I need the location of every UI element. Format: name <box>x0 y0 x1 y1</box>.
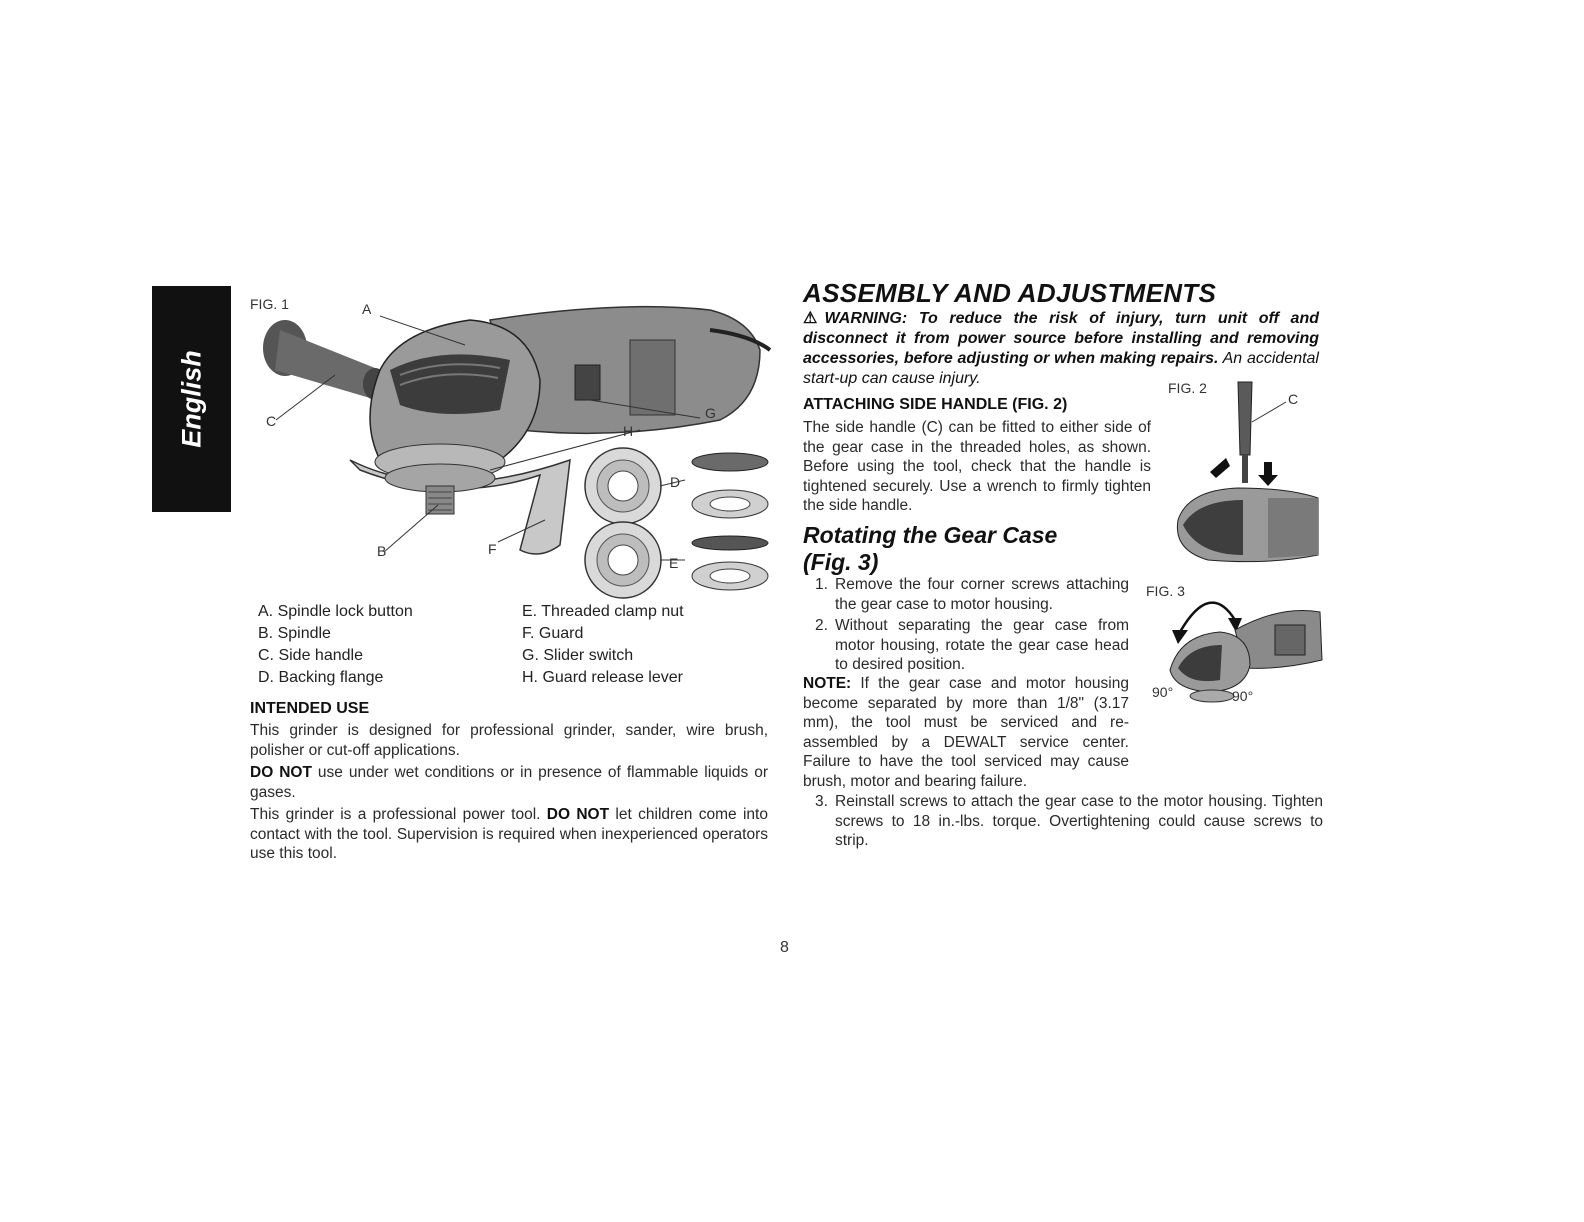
note-bold: NOTE: <box>803 675 852 692</box>
fig2-illustration <box>1168 380 1323 570</box>
parts-list-left <box>258 601 508 689</box>
arrow-shape <box>1172 630 1188 644</box>
intended-use-p2-text: use under wet conditions or in presence of flammable liquids or gases. <box>250 764 768 801</box>
fig1-callout-b: B <box>377 543 387 559</box>
do-not-bold: DO NOT <box>546 806 610 823</box>
part-item: A. Spindle lock button <box>258 603 413 620</box>
note-text: If the gear case and motor housing become separated by more than 1/8" (3.17 mm), the tool must be serviced and re-assembled by a DEWALT service center. Failure to have the tool serviced may cause brush, motor and bearing failure. <box>803 675 1129 790</box>
part-item: H. Guard release lever <box>522 669 683 686</box>
rotating-heading-line2: (Fig. 3) <box>803 549 879 575</box>
language-tab <box>152 286 231 512</box>
step-item <box>803 575 1129 614</box>
side-handle-heading: ATTACHING SIDE HANDLE (FIG. 2) <box>803 396 1068 413</box>
fig3-angle-right: 90° <box>1232 688 1254 704</box>
part-item: E. Threaded clamp nut <box>522 603 684 620</box>
intended-use-p3-b: let children come into contact with the tool. Supervision is required when inexperienced operators use this tool. <box>250 806 768 862</box>
part-item: B. Spindle <box>258 625 331 642</box>
step-text: Reinstall screws to attach the gear case to the motor housing. Tighten screws to 18 in.-lbs. torque. Overtightening could cause screws to strip. <box>835 793 1323 849</box>
intended-use-body <box>250 721 768 864</box>
fig1-callout-g: G <box>705 405 716 421</box>
warning-block <box>803 309 1319 389</box>
fig1-callout-e: E <box>669 555 679 571</box>
arrow-shape <box>1258 462 1278 486</box>
arrow-shape <box>1210 458 1230 478</box>
step-text: Without separating the gear case from motor housing, rotate the gear case head to desired position. <box>835 617 1129 673</box>
assembly-heading: ASSEMBLY AND ADJUSTMENTS <box>803 278 1217 308</box>
parts-list-right <box>522 601 772 689</box>
note-block <box>803 674 1129 791</box>
rotating-steps-1-2 <box>803 575 1129 675</box>
fig1-callout-f: F <box>488 541 497 557</box>
step-number: 3. <box>815 793 828 810</box>
fig1-label: FIG. 1 <box>250 296 289 312</box>
fig2-label: FIG. 2 <box>1168 380 1207 396</box>
intended-use-p3 <box>250 805 768 864</box>
intended-use-p1: This grinder is designed for professional grinder, sander, wire brush, polisher or cut-off applications. <box>250 722 768 759</box>
warning-triangle-icon: ⚠ <box>803 310 825 327</box>
fig1-callout-h: H <box>623 423 634 439</box>
fig1-callout-c: C <box>266 413 277 429</box>
step-number: 1. <box>815 576 828 593</box>
intended-use-heading: INTENDED USE <box>250 700 370 717</box>
rotating-heading-line1: Rotating the Gear Case <box>803 522 1058 548</box>
step-item <box>803 792 1323 851</box>
fig3-label: FIG. 3 <box>1146 583 1185 599</box>
part-item: F. Guard <box>522 625 584 642</box>
do-not-bold: DO NOT <box>250 764 312 781</box>
warning-bold-text: WARNING: To reduce the risk of injury, turn unit off and disconnect it from power source before installing and removing accessories, before adjusting or when making repairs. <box>803 310 1320 367</box>
fig1-callout-a: A <box>362 301 372 317</box>
warning-rest-text: An accidental start-up can cause injury. <box>803 350 1319 387</box>
step-number: 2. <box>815 617 828 634</box>
part-item: D. Backing flange <box>258 669 384 686</box>
part-item: C. Side handle <box>258 647 363 664</box>
step-text: Remove the four corner screws attaching the gear case to motor housing. <box>835 576 1129 613</box>
fig2-callout-c: C <box>1288 391 1299 407</box>
rotating-heading <box>803 522 1057 576</box>
fig1-callout-d: D <box>670 474 681 490</box>
step-item <box>803 616 1129 675</box>
fig3-angle-left: 90° <box>1152 684 1174 700</box>
fig1-grinder-illustration <box>240 290 780 600</box>
language-tab-label: English <box>176 350 206 448</box>
part-item: G. Slider switch <box>522 647 634 664</box>
rotating-step-3 <box>803 792 1323 851</box>
page-number: 8 <box>780 939 789 956</box>
intended-use-p3-a: This grinder is a professional power tool. <box>250 806 547 823</box>
side-handle-body: The side handle (C) can be fitted to either side of the gear case in the threaded holes, as shown. Before using the tool, check that the handle is tightened securely. Use a wrench to firmly tighten the side handle. <box>803 419 1151 514</box>
intended-use-p2 <box>250 763 768 802</box>
side-handle-shape <box>263 320 387 400</box>
